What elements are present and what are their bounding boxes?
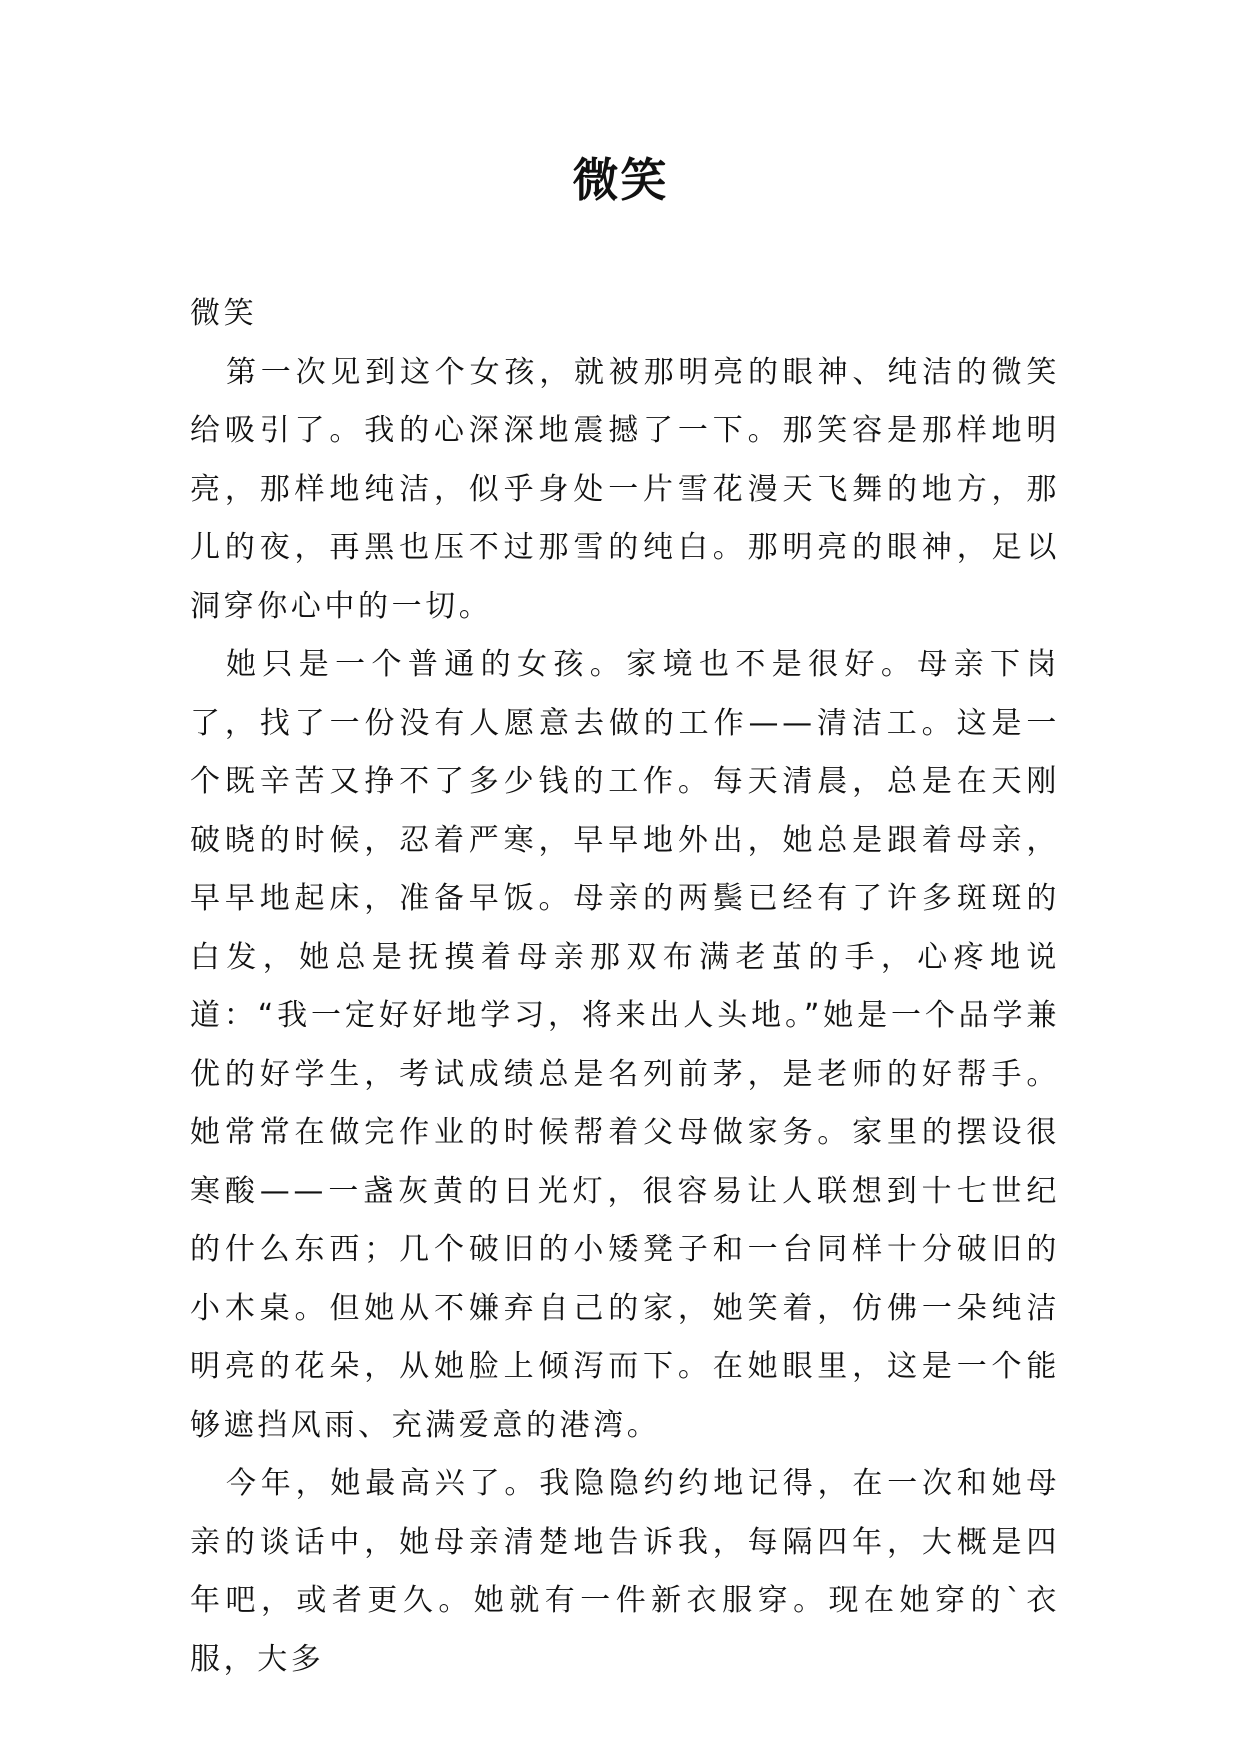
paragraph-2: 她只是一个普通的女孩。家境也不是很好。母亲下岗了，找了一份没有人愿意去做的工作——清洁工。这是一个既辛苦又挣不了多少钱的工作。每天清晨，总是在天刚破晓的时候，忍着严寒，早早地外出，她总是跟着母亲，早早地起床，准备早饭。母亲的两鬓已经有了许多斑斑的白发，她总是抚摸着母亲那双布满老茧的手，心疼地说道：“我一定好好地学习，将来出人头地。”她是一个品学兼优的好学生，考试成绩总是名列前茅，是老师的好帮手。她常常在做完作业的时候帮着父母做家务。家里的摆设很寒酸——一盏灰黄的日光灯，很容易让人联想到十七世纪的什么东西；几个破旧的小矮凳子和一台同样十分破旧的小木桌。但她从不嫌弃自己的家，她笑着，仿佛一朵纯洁明亮的花朵，从她脸上倾泻而下。在她眼里，这是一个能够遮挡风雨、充满爱意的港湾。	[190, 647, 1060, 1443]
document-body	[190, 285, 1060, 1689]
article-subtitle: 微笑	[190, 296, 258, 331]
page-title: 微笑	[572, 153, 669, 207]
paragraph-3: 今年，她最高兴了。我隐隐约约地记得，在一次和她母亲的谈话中，她母亲清楚地告诉我，每隔四年，大概是四年吧，或者更久。她就有一件新衣服穿。现在她穿的`衣服，大多	[190, 1466, 1060, 1677]
paragraph-1: 第一次见到这个女孩，就被那明亮的眼神、纯洁的微笑给吸引了。我的心深深地震撼了一下。那笑容是那样地明亮，那样地纯洁，似乎身处一片雪花漫天飞舞的地方，那儿的夜，再黑也压不过那雪的纯白。那明亮的眼神，足以洞穿你心中的一切。	[190, 354, 1060, 624]
